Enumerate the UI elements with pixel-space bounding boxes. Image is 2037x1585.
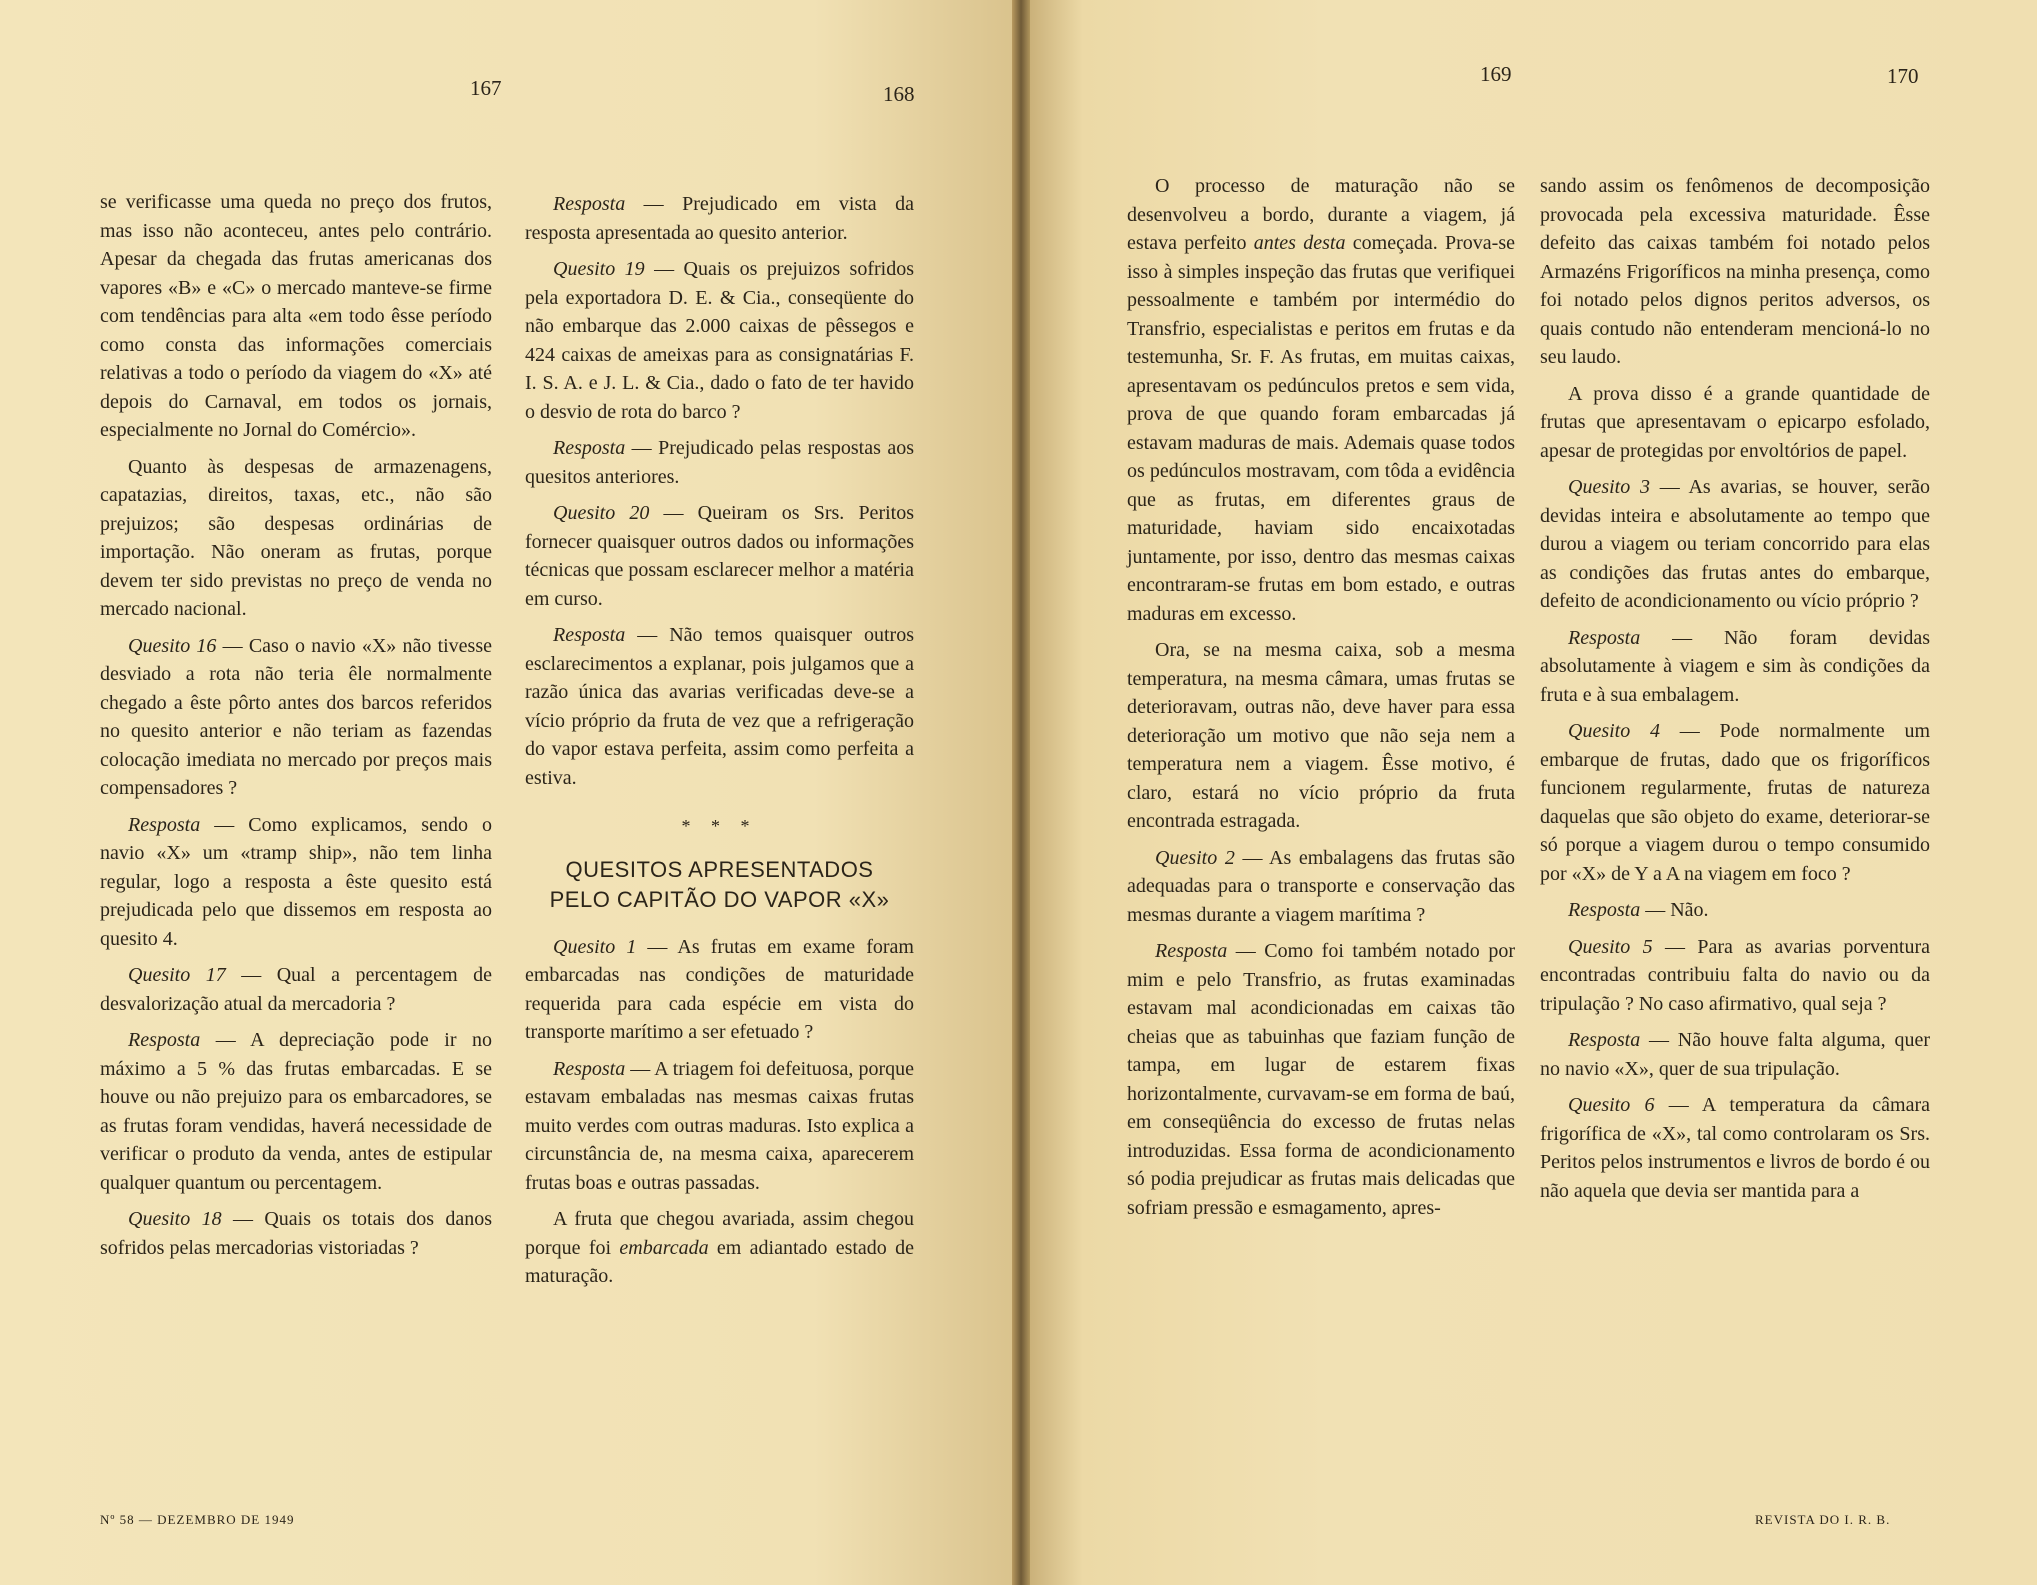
qa-text: — Para as avarias porventura encontradas contribuiu falta do navio ou da tripulação ? No caso afirmativo, qual seja ? — [1540, 935, 1930, 1015]
body-paragraph — [1127, 172, 1515, 628]
page-number-167: 167 — [470, 76, 502, 100]
qa-text: — As frutas em exame foram embarcadas nas condições de maturidade requerida para cada espécie em vista do transporte marítimo a ser efetuado ? — [525, 935, 914, 1043]
section-separator: * * * — [681, 816, 758, 836]
qa-text: — Prejudicado em vista da resposta apresentada ao quesito anterior. — [525, 193, 914, 244]
body-paragraph: Quanto às despesas de armazenagens, capatazias, direitos, taxas, etc., não são prejuizos; são despesas ordinárias de importação. Não oneram as frutas, porque devem ter sido previstas no preço de venda no mercado nacional. — [100, 455, 492, 620]
qa-label: Quesito 1 — [553, 935, 637, 958]
qa-text: — Não temos quaisquer outros esclarecimentos a explanar, pois julgamos que a razão única das avarias verificadas deve-se a vício próprio da fruta de vez que a refrigeração do vapor estava perfeita, assim como perfeita a estiva. — [525, 624, 914, 789]
qa-text: — Caso o navio «X» não tivesse desviado a rota não teria êle normalmente chegado a êste pôrto antes dos barcos referidos no quesito anterior e não teriam as fazendas colocação imediata no mercado por preços mais compensadores ? — [100, 634, 493, 799]
qa-label: Resposta — [128, 813, 201, 836]
page-number-168: 168 — [883, 82, 915, 106]
qa-paragraph — [1540, 933, 1930, 1019]
column-page-170 — [1540, 172, 1930, 1213]
qa-text: — Quais os totais dos danos sofridos pelas mercadorias vistoriadas ? — [100, 1208, 493, 1259]
qa-paragraph — [1540, 717, 1930, 888]
book-gutter — [1012, 0, 1030, 1585]
qa-text: — Queiram os Srs. Peritos fornecer quaisquer outros dados ou informações técnicas que possam esclarecer melhor a matéria em curso. — [525, 502, 914, 610]
qa-text: — Não foram devidas absolutamente à viagem e sim às condições da fruta e à sua embalagem. — [1540, 626, 1930, 706]
text-run: começada. Prova-se isso à simples inspeção das frutas que verifiquei pessoalmente e também por intermédio do Transfrio, especialistas e peritos em frutas e da testemunha, Sr. F. As frutas, em muitas caixas, apresentavam os pedúnculos pretos e sem vida, prova de que quando foram embarcadas já estavam maduras de mais. Ademais quase todos os pedúnculos mostravam, com tôda a evidência que as frutas, em diferentes graus de maturidade, haviam sido encaixotadas juntamente, por isso, dentro das mesmas caixas encontraram-se frutas em bom estado, e outras maduras em excesso. — [1127, 232, 1515, 625]
qa-text: — Não. — [1640, 899, 1709, 921]
page-number-169: 169 — [1480, 62, 1512, 86]
qa-text: — A triagem foi defeituosa, porque estavam embaladas nas mesmas caixas frutas muito verdes com outras maduras. Isto explica a circunstância de, na mesma caixa, aparecerem frutas boas e outras passadas. — [525, 1057, 914, 1194]
section-heading-line1: QUESITOS APRESENTADOS — [565, 856, 874, 882]
qa-label: Resposta — [553, 624, 626, 646]
qa-paragraph — [525, 1055, 914, 1198]
text-run: em adiantado estado de maturação. — [525, 1236, 914, 1287]
qa-paragraph — [1540, 1026, 1930, 1083]
qa-text: — Como foi também notado por mim e pelo Transfrio, as frutas examinadas estavam mal acondicionadas em caixas tão cheias que as tabuinhas que faziam função de tampa, em lugar de estarem fixas horizontalmente, curvavam-se em forma de baú, em conseqüência do excesso de frutas nelas introduzidas. Essa forma de acondicionamento só podia prejudicar as frutas mais delicadas que sofriam pressão e esmagamento, apres- — [1127, 940, 1515, 1219]
qa-paragraph — [1540, 473, 1930, 616]
footer-issue: Nº 58 — DEZEMBRO DE 1949 — [100, 1512, 295, 1527]
body-paragraph: se verificasse uma queda no preço dos frutos, mas isso não aconteceu, antes pelo contrário. Apesar da chegada das frutas americanas dos vapores «B» e «C» o mercado manteve-se firme com tendências para alta «em todo êsse período como consta das informações comerciais relativas a todo o período da viagem do «X» até depois do Carnaval, em todos os jornais, especialmente no Jornal do Comércio». — [100, 191, 492, 441]
qa-paragraph — [525, 434, 914, 491]
qa-paragraph — [100, 811, 492, 954]
qa-text: — Como explicamos, sendo o navio «X» um «tramp ship», não tem linha regular, logo a resposta a êste quesito está prejudicada pelo que dissemos em resposta ao quesito 4. — [100, 813, 492, 950]
qa-paragraph — [1127, 937, 1515, 1222]
qa-label: Resposta — [1568, 626, 1641, 649]
qa-label: Quesito 18 — [128, 1208, 222, 1230]
page-number-170: 170 — [1887, 64, 1919, 88]
qa-paragraph — [525, 621, 914, 792]
qa-text: — A depreciação pode ir no máximo a 5 % das frutas embarcadas. E se houve ou não prejuizo para os embarcadores, se as frutas foram vendidas, haverá necessidade de verificar o produto da venda, antes de estipular qualquer quantum ou percentagem. — [100, 1029, 492, 1194]
text-block-168-lower — [525, 933, 914, 1291]
emphasis: antes desta — [1253, 232, 1346, 254]
qa-paragraph — [100, 1026, 492, 1197]
qa-text: — As avarias, se houver, serão devidas inteira e absolutamente ao tempo que durou a viagem ou teriam concorrido para elas as condições das frutas antes do embarque, defeito de acondicionamento ou vício próprio ? — [1540, 476, 1930, 612]
qa-paragraph — [100, 632, 492, 803]
footer-journal: REVISTA DO I. R. B. — [1755, 1512, 1891, 1527]
qa-paragraph — [525, 190, 914, 247]
section-heading-line2: PELO CAPITÃO DO VAPOR «X» — [549, 886, 890, 912]
qa-label: Quesito 16 — [128, 634, 217, 657]
body-paragraph: Ora, se na mesma caixa, sob a mesma temperatura, na mesma câmara, umas frutas se deterioravam, outras não, deve haver para essa deterioração um motivo que não seja nem a temperatura nem a viagem. Êsse motivo, é claro, estará no vício próprio da fruta encontrada estragada. — [1127, 639, 1515, 832]
column-page-169 — [1127, 172, 1515, 1230]
qa-text: — Quais os prejuizos sofridos pela exportadora D. E. & Cia., conseqüente do não embarque das 2.000 caixas de pêssegos e 424 caixas de ameixas para as consignatárias F. I. S. A. e J. L. & Cia., dado o fato de ter havido o desvio de rota do barco ? — [525, 258, 915, 423]
qa-label: Resposta — [553, 193, 626, 215]
qa-paragraph — [1540, 624, 1930, 710]
emphasis: embarcada — [619, 1236, 709, 1259]
qa-label: Resposta — [553, 437, 626, 459]
qa-paragraph — [525, 255, 914, 426]
qa-label: Quesito 6 — [1568, 1094, 1655, 1116]
qa-paragraph — [1540, 1091, 1930, 1205]
qa-text: — A temperatura da câmara frigorífica de «X», tal como controlaram os Srs. Peritos pelos instrumentos e livros de bordo é ou não aquela que devia ser mantida para a — [1540, 1094, 1931, 1202]
qa-paragraph — [1127, 844, 1515, 930]
qa-label: Quesito 4 — [1568, 720, 1660, 742]
column-page-168 — [525, 190, 914, 1299]
qa-label: Quesito 19 — [553, 258, 645, 280]
qa-paragraph — [100, 961, 492, 1018]
qa-label: Resposta — [128, 1029, 201, 1051]
section-heading — [525, 855, 914, 915]
qa-label: Resposta — [1155, 940, 1228, 962]
body-paragraph — [525, 1205, 914, 1291]
qa-text: — Não houve falta alguma, quer no navio «X», quer de sua tripulação. — [1540, 1029, 1930, 1080]
body-paragraph: sando assim os fenômenos de decomposição provocada pela excessiva maturidade. Êsse defeito das caixas também foi notado pelos Armazéns Frigoríficos na minha presença, como foi notado pelos dignos peritos adversos, os quais contudo não entenderam mencioná-lo no seu laudo. — [1540, 175, 1930, 368]
qa-paragraph — [1540, 896, 1930, 925]
text-run: A fruta que chegou avariada, assim chegou porque foi — [525, 1208, 914, 1259]
qa-paragraph — [100, 1205, 492, 1262]
qa-label: Quesito 3 — [1568, 476, 1650, 498]
qa-label: Resposta — [1568, 1029, 1641, 1051]
text-run: O processo de maturação não se desenvolveu a bordo, durante a viagem, já estava perfeito — [1127, 175, 1515, 254]
body-paragraph: A prova disso é a grande quantidade de frutas que apresentavam o epicarpo esfolado, apesar de protegidas por envoltórios de papel. — [1540, 382, 1930, 462]
qa-text: — Prejudicado pelas respostas aos quesitos anteriores. — [525, 437, 914, 488]
qa-label: Quesito 2 — [1155, 846, 1235, 869]
qa-label: Quesito 17 — [128, 964, 226, 986]
qa-label: Quesito 5 — [1568, 935, 1653, 958]
qa-text: — As embalagens das frutas são adequadas para o transporte e conservação das mesmas durante a viagem marítima ? — [1127, 846, 1516, 926]
qa-paragraph — [525, 933, 914, 1047]
column-page-167 — [100, 188, 492, 1270]
qa-paragraph — [525, 499, 914, 613]
qa-text: — Qual a percentagem de desvalorização atual da mercadoria ? — [100, 964, 492, 1015]
qa-text: — Pode normalmente um embarque de frutas, dado que os frigoríficos funcionem regularmente, frutas de natureza daquelas que são objeto do exame, deteriorar-se só porque a viagem durou o tempo consumido por «X» de Y a A na viagem em foco ? — [1540, 720, 1931, 885]
qa-label: Resposta — [1568, 899, 1641, 921]
qa-label: Quesito 20 — [553, 502, 650, 524]
qa-label: Resposta — [553, 1057, 626, 1080]
text-block-168-upper — [525, 190, 914, 792]
